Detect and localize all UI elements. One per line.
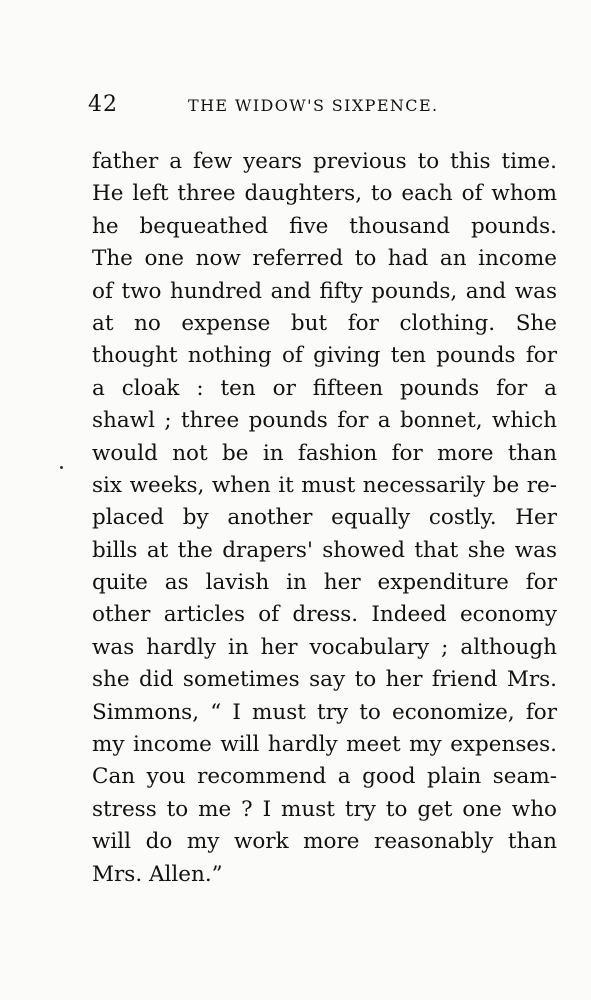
text-line: quite as lavish in her expenditure for xyxy=(92,570,557,596)
text-line: will do my work more reasonably than xyxy=(92,829,557,855)
text-line: six weeks, when it must necessarily be re- xyxy=(92,472,557,498)
text-line: was hardly in her vocabulary ; although xyxy=(92,634,557,660)
text-line: stress to me ? I must try to get one who xyxy=(92,796,557,822)
page-body xyxy=(92,146,557,891)
text-line: The one now referred to had an income xyxy=(92,246,557,272)
text-line: a cloak : ten or fifteen pounds for a xyxy=(92,375,557,401)
text-line: other articles of dress. Indeed economy xyxy=(92,602,557,628)
text-line: Mrs. Allen.” xyxy=(92,861,223,887)
text-line: placed by another equally costly. Her xyxy=(92,505,557,531)
text-line: shawl ; three pounds for a bonnet, which xyxy=(92,408,557,434)
text-line: of two hundred and fifty pounds, and was xyxy=(92,278,557,304)
page-header xyxy=(88,90,560,120)
text-line: my income will hardly meet my expenses. xyxy=(92,732,557,758)
text-line: He left three daughters, to each of whom xyxy=(92,181,557,207)
text-line: at no expense but for clothing. She xyxy=(92,310,557,336)
text-line: Simmons, “ I must try to economize, for xyxy=(92,699,557,725)
text-line: father a few years previous to this time. xyxy=(92,149,557,174)
ink-speck xyxy=(60,466,63,469)
text-line: Can you recommend a good plain seam- xyxy=(92,764,557,790)
text-line: bills at the drapers' showed that she was xyxy=(92,537,557,563)
text-line: would not be in fashion for more than xyxy=(92,440,557,466)
text-line: she did sometimes say to her friend Mrs. xyxy=(92,667,557,693)
page-number: 42 xyxy=(88,92,118,117)
running-title: THE WIDOW'S SIXPENCE. xyxy=(188,96,439,115)
text-line: he bequeathed five thousand pounds. xyxy=(92,213,557,239)
text-line: thought nothing of giving ten pounds for xyxy=(92,343,557,369)
